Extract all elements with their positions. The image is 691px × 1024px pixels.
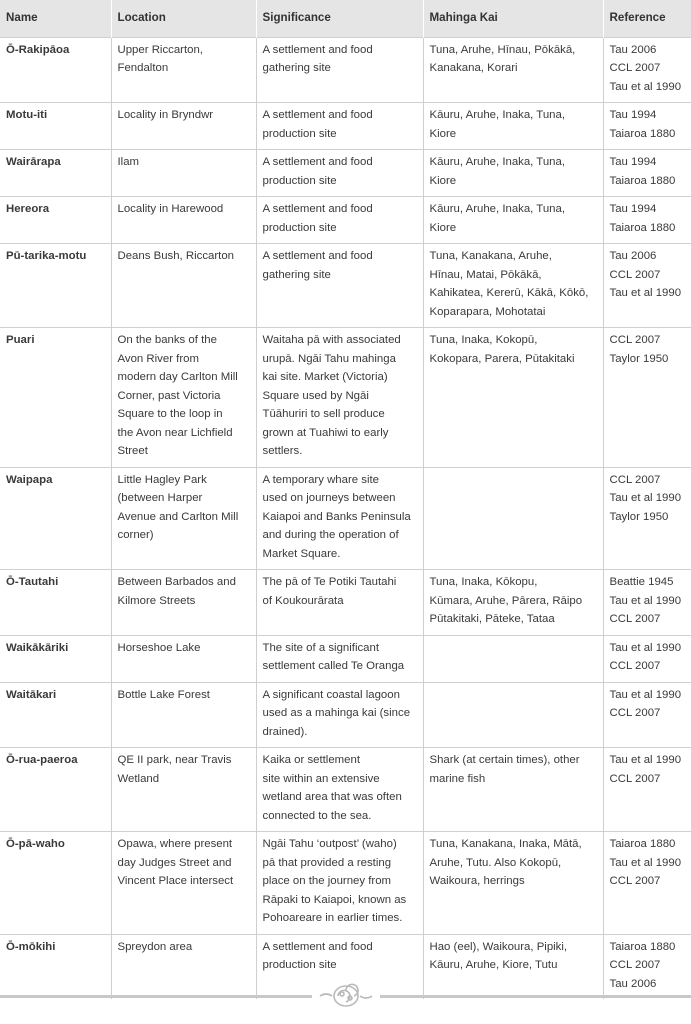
cell-reference: Tau 2006 CCL 2007 Tau et al 1990 xyxy=(603,37,691,103)
cell-significance: A settlement and food production site xyxy=(256,197,423,244)
cell-mahinga-kai: Hao (eel), Waikoura, Pipiki, Kāuru, Aruhe, Kiore, Tutu xyxy=(423,934,603,999)
cell-location: Deans Bush, Riccarton xyxy=(111,244,256,328)
cell-location: Horseshoe Lake xyxy=(111,635,256,682)
cell-location: Opawa, where present day Judges Street and Vincent Place intersect xyxy=(111,832,256,935)
table-row xyxy=(0,635,691,682)
cell-significance: A settlement and food gathering site xyxy=(256,37,423,103)
cell-significance: A settlement and food production site xyxy=(256,934,423,999)
header-significance: Significance xyxy=(256,0,423,37)
cell-reference: Tau et al 1990 CCL 2007 xyxy=(603,682,691,748)
cell-location: Spreydon area xyxy=(111,934,256,999)
cell-name: Pū-tarika-motu xyxy=(0,244,111,328)
cell-mahinga-kai: Tuna, Kanakana, Aruhe, Hīnau, Matai, Pōkākā, Kahikatea, Kererū, Kākā, Kōkō, Koparapara, Mohotatai xyxy=(423,244,603,328)
cell-significance: Ngāi Tahu ‘outpost’ (waho) pā that provided a resting place on the journey from Rāpaki to Kaiapoi, known as Pohoareare in earlier times. xyxy=(256,832,423,935)
cell-name: Waipapa xyxy=(0,467,111,570)
cell-mahinga-kai xyxy=(423,467,603,570)
cell-name: Ō-rua-paeroa xyxy=(0,748,111,832)
cell-mahinga-kai xyxy=(423,635,603,682)
cell-mahinga-kai: Tuna, Inaka, Kokopū, Kokopara, Parera, Pūtakitaki xyxy=(423,328,603,468)
cell-significance: The pā of Te Potiki Tautahi of Koukourārata xyxy=(256,570,423,636)
header-name: Name xyxy=(0,0,111,37)
cell-mahinga-kai: Tuna, Aruhe, Hīnau, Pōkākā, Kanakana, Korari xyxy=(423,37,603,103)
header-reference: Reference xyxy=(609,11,666,24)
table-row xyxy=(0,682,691,748)
cell-reference: Tau et al 1990 CCL 2007 xyxy=(603,748,691,832)
table-row xyxy=(0,244,691,328)
cell-location: Little Hagley Park (between Harper Avenue and Carlton Mill corner) xyxy=(111,467,256,570)
table-row xyxy=(0,467,691,570)
cell-significance: Waitaha pā with associated urupā. Ngāi Tahu mahinga kai site. Market (Victoria) Square used by Ngāi Tūāhuriri to sell produce grown at Tuahiwi to early settlers. xyxy=(256,328,423,468)
cell-mahinga-kai: Tuna, Inaka, Kōkopu, Kūmara, Aruhe, Pārera, Rāipo Pūtakitaki, Pāteke, Tataa xyxy=(423,570,603,636)
cell-name: Waikākāriki xyxy=(0,635,111,682)
cell-location: QE II park, near Travis Wetland xyxy=(111,748,256,832)
cell-location: Locality in Bryndwr xyxy=(111,103,256,150)
cell-location: Locality in Harewood xyxy=(111,197,256,244)
cell-location: Between Barbados and Kilmore Streets xyxy=(111,570,256,636)
cell-reference: Taiaroa 1880 Tau et al 1990 CCL 2007 xyxy=(603,832,691,935)
table-row xyxy=(0,328,691,468)
cell-name: Motu-iti xyxy=(0,103,111,150)
cell-reference: CCL 2007 Tau et al 1990 Taylor 1950 xyxy=(603,467,691,570)
cell-name: Ō-mōkihi xyxy=(0,934,111,999)
table-header-row xyxy=(0,0,691,37)
cell-significance: A settlement and food production site xyxy=(256,103,423,150)
cell-reference: Taiaroa 1880 CCL 2007 Tau 2006 xyxy=(603,934,691,999)
header-location: Location xyxy=(111,0,256,37)
cell-location: Bottle Lake Forest xyxy=(111,682,256,748)
table-row xyxy=(0,103,691,150)
cell-significance: The site of a significant settlement called Te Oranga xyxy=(256,635,423,682)
cell-mahinga-kai: Kāuru, Aruhe, Inaka, Tuna, Kiore xyxy=(423,103,603,150)
cell-location: Ilam xyxy=(111,150,256,197)
table-row xyxy=(0,37,691,103)
koru-ornament-icon xyxy=(312,980,380,1012)
cell-significance: A settlement and food production site xyxy=(256,150,423,197)
table-row xyxy=(0,570,691,636)
cell-name: Wairārapa xyxy=(0,150,111,197)
cell-name: Ō-pā-waho xyxy=(0,832,111,935)
cell-mahinga-kai: Tuna, Kanakana, Inaka, Mātā, Aruhe, Tutu. Also Kokopū, Waikoura, herrings xyxy=(423,832,603,935)
cell-name: Puari xyxy=(0,328,111,468)
cell-mahinga-kai: Shark (at certain times), other marine fish xyxy=(423,748,603,832)
cell-location: On the banks of the Avon River from modern day Carlton Mill Corner, past Victoria Square to the loop in the Avon near Lichfield Street xyxy=(111,328,256,468)
cell-location: Upper Riccarton, Fendalton xyxy=(111,37,256,103)
cell-name: Ō-Tautahi xyxy=(0,570,111,636)
cell-reference: Tau 1994 Taiaroa 1880 xyxy=(603,103,691,150)
table-row xyxy=(0,832,691,935)
table-row xyxy=(0,197,691,244)
cell-reference: Tau et al 1990 CCL 2007 xyxy=(603,635,691,682)
cell-significance: Kaika or settlement site within an extensive wetland area that was often connected to the sea. xyxy=(256,748,423,832)
cell-reference: Tau 2006 CCL 2007 Tau et al 1990 xyxy=(603,244,691,328)
cell-mahinga-kai: Kāuru, Aruhe, Inaka, Tuna, Kiore xyxy=(423,150,603,197)
header-mahinga-kai: Mahinga Kai xyxy=(423,0,603,37)
cell-name: Ō-Rakipāoa xyxy=(0,37,111,103)
table-row xyxy=(0,748,691,832)
cell-significance: A temporary whare site used on journeys between Kaiapoi and Banks Peninsula and during the operation of Market Square. xyxy=(256,467,423,570)
cell-reference: Beattie 1945 Tau et al 1990 CCL 2007 xyxy=(603,570,691,636)
cell-name: Waitākari xyxy=(0,682,111,748)
cell-mahinga-kai xyxy=(423,682,603,748)
cell-significance: A settlement and food gathering site xyxy=(256,244,423,328)
cell-reference: Tau 1994 Taiaroa 1880 xyxy=(603,197,691,244)
cell-significance: A significant coastal lagoon used as a mahinga kai (since drained). xyxy=(256,682,423,748)
cell-name: Hereora xyxy=(0,197,111,244)
cell-reference: CCL 2007 Taylor 1950 xyxy=(603,328,691,468)
table-row xyxy=(0,150,691,197)
cell-mahinga-kai: Kāuru, Aruhe, Inaka, Tuna, Kiore xyxy=(423,197,603,244)
cell-reference: Tau 1994 Taiaroa 1880 xyxy=(603,150,691,197)
